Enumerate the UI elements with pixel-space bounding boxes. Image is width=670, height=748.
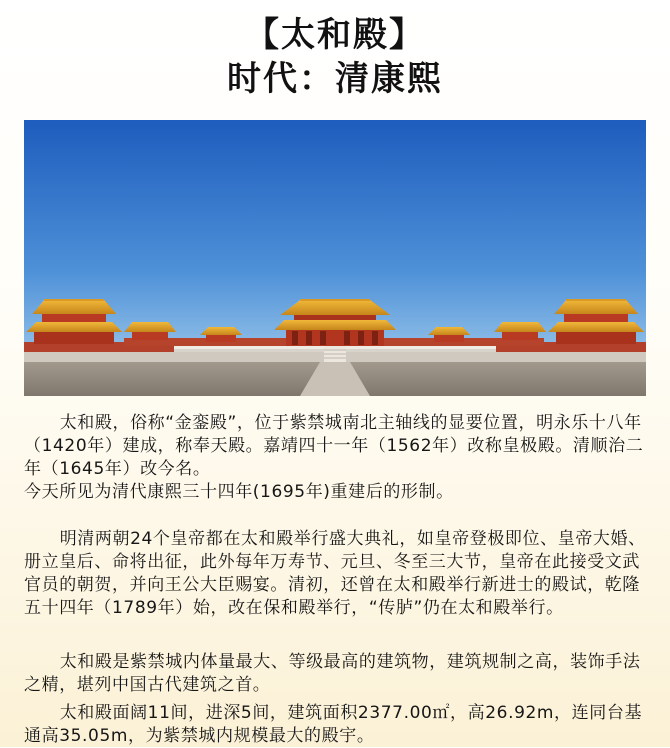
paragraph-intro-text: 太和殿，俗称“金銮殿”，位于紫禁城南北主轴线的显要位置，明永乐十八年（1420年）建成，称奉天殿。嘉靖四十一年（1562年）改称皇极殿。清顺治二年（1645年）改今名。 — [24, 413, 644, 479]
page-subtitle: 时代：清康熙 — [227, 59, 443, 99]
paragraph-ceremonies: 明清两朝24个皇帝都在太和殿举行盛大典礼，如皇帝登极即位、皇帝大婚、册立皇后、命将出征，此外每年万寿节、元旦、冬至三大节，皇帝在此接受文武官员的朝贺，并向王公大臣赐宴。清初，还曾在太和殿举行新进士的殿试，乾隆五十四年（1789年）始，改在保和殿举行，“传胪”仍在太和殿举行。 — [24, 529, 646, 618]
paragraph-intro-note: 今天所见为清代康熙三十四年(1695年)重建后的形制。 — [24, 482, 454, 502]
paragraph-intro — [24, 412, 646, 504]
palace-photo — [24, 120, 646, 396]
paragraph-significance: 太和殿是紫禁城内体量最大、等级最高的建筑物，建筑规制之高，装饰手法之精，堪列中国古代建筑之首。 — [24, 652, 641, 695]
paragraph-dimensions: 太和殿面阔11间，进深5间，建筑面积2377.00㎡，高26.92m，连同台基通高35.05m，为紫禁城内规模最大的殿宇。 — [24, 703, 643, 746]
hall-of-supreme-harmony-image — [24, 120, 646, 396]
page-title: 【太和殿】 — [245, 15, 425, 55]
